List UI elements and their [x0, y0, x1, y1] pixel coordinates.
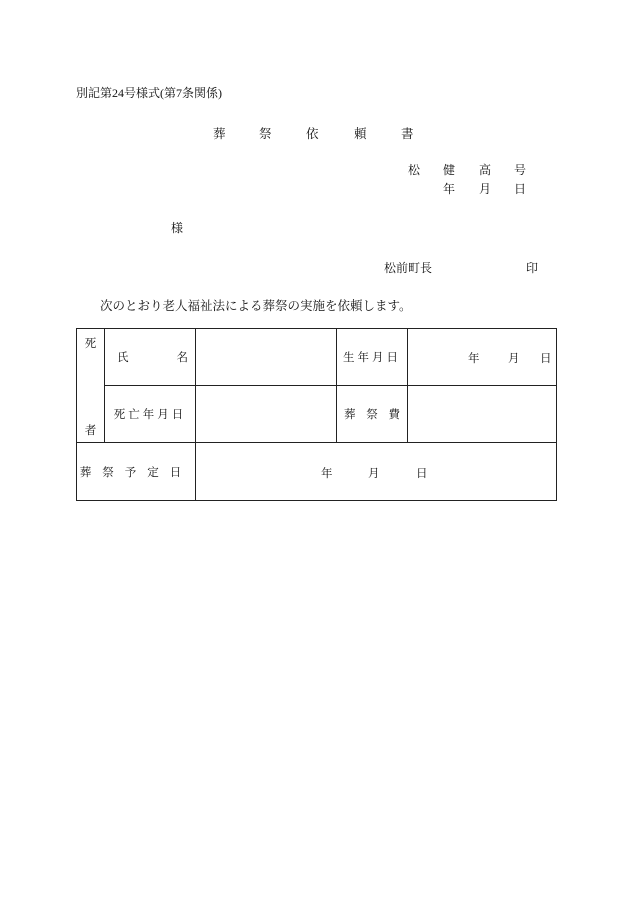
doc-number-part: 高 [479, 163, 492, 177]
funeral-month-label: 月 [368, 467, 380, 480]
birth-year-label: 年 [468, 353, 480, 365]
funeral-request-table [76, 328, 557, 501]
date-day: 日 [514, 182, 527, 196]
funeral-year-label: 年 [321, 467, 333, 480]
date-month: 月 [479, 182, 492, 196]
doc-number-part: 号 [514, 163, 527, 177]
funeral-cost-char: 費 [388, 409, 400, 421]
funeral-date-label-cell [77, 443, 196, 501]
death-date-label: 死亡年月日 [113, 409, 187, 421]
funeral-cost-char: 祭 [366, 409, 378, 421]
funeral-date-label: 葬祭予定日 [79, 466, 193, 479]
birth-date-cell[interactable] [408, 329, 557, 386]
birth-label-cell [337, 329, 408, 386]
body-text: 次のとおり老人福祉法による葬祭の実施を依頼します。 [100, 299, 412, 313]
name-label [105, 349, 195, 365]
name-label-char: 名 [176, 352, 188, 364]
birth-label: 生年月日 [343, 352, 401, 364]
form-reference: 別記第24号様式(第7条関係) [76, 86, 222, 100]
funeral-cost-char: 葬 [344, 409, 356, 421]
funeral-day-label: 日 [416, 467, 428, 480]
death-date-input-cell[interactable] [196, 386, 337, 443]
date-year: 年 [443, 182, 456, 196]
deceased-label-bottom: 者 [84, 425, 97, 437]
doc-number-part: 松 [408, 163, 421, 177]
funeral-cost-label [337, 406, 407, 422]
birth-day-label: 日 [540, 353, 552, 365]
title-char: 葬 [213, 127, 226, 141]
birth-month-label: 月 [508, 353, 520, 365]
funeral-cost-label-cell [337, 386, 408, 443]
title-char: 依 [306, 127, 319, 141]
funeral-cost-input-cell[interactable] [408, 386, 557, 443]
title-char: 頼 [354, 127, 367, 141]
doc-number-part: 健 [443, 163, 456, 177]
title-char: 書 [401, 127, 414, 141]
name-input-cell[interactable] [196, 329, 337, 386]
issuer-name: 松前町長 [384, 261, 433, 275]
name-label-cell [105, 329, 196, 386]
funeral-date-value [196, 465, 556, 479]
name-label-char: 氏 [117, 352, 129, 364]
title-char: 祭 [259, 127, 272, 141]
deceased-label-top: 死 [84, 338, 97, 350]
funeral-date-input-cell[interactable] [196, 443, 557, 501]
deceased-label-cell [77, 329, 105, 443]
birth-date-value [408, 350, 556, 364]
death-label-cell [105, 386, 196, 443]
seal-mark: 印 [526, 261, 539, 275]
recipient-suffix: 様 [171, 221, 184, 235]
